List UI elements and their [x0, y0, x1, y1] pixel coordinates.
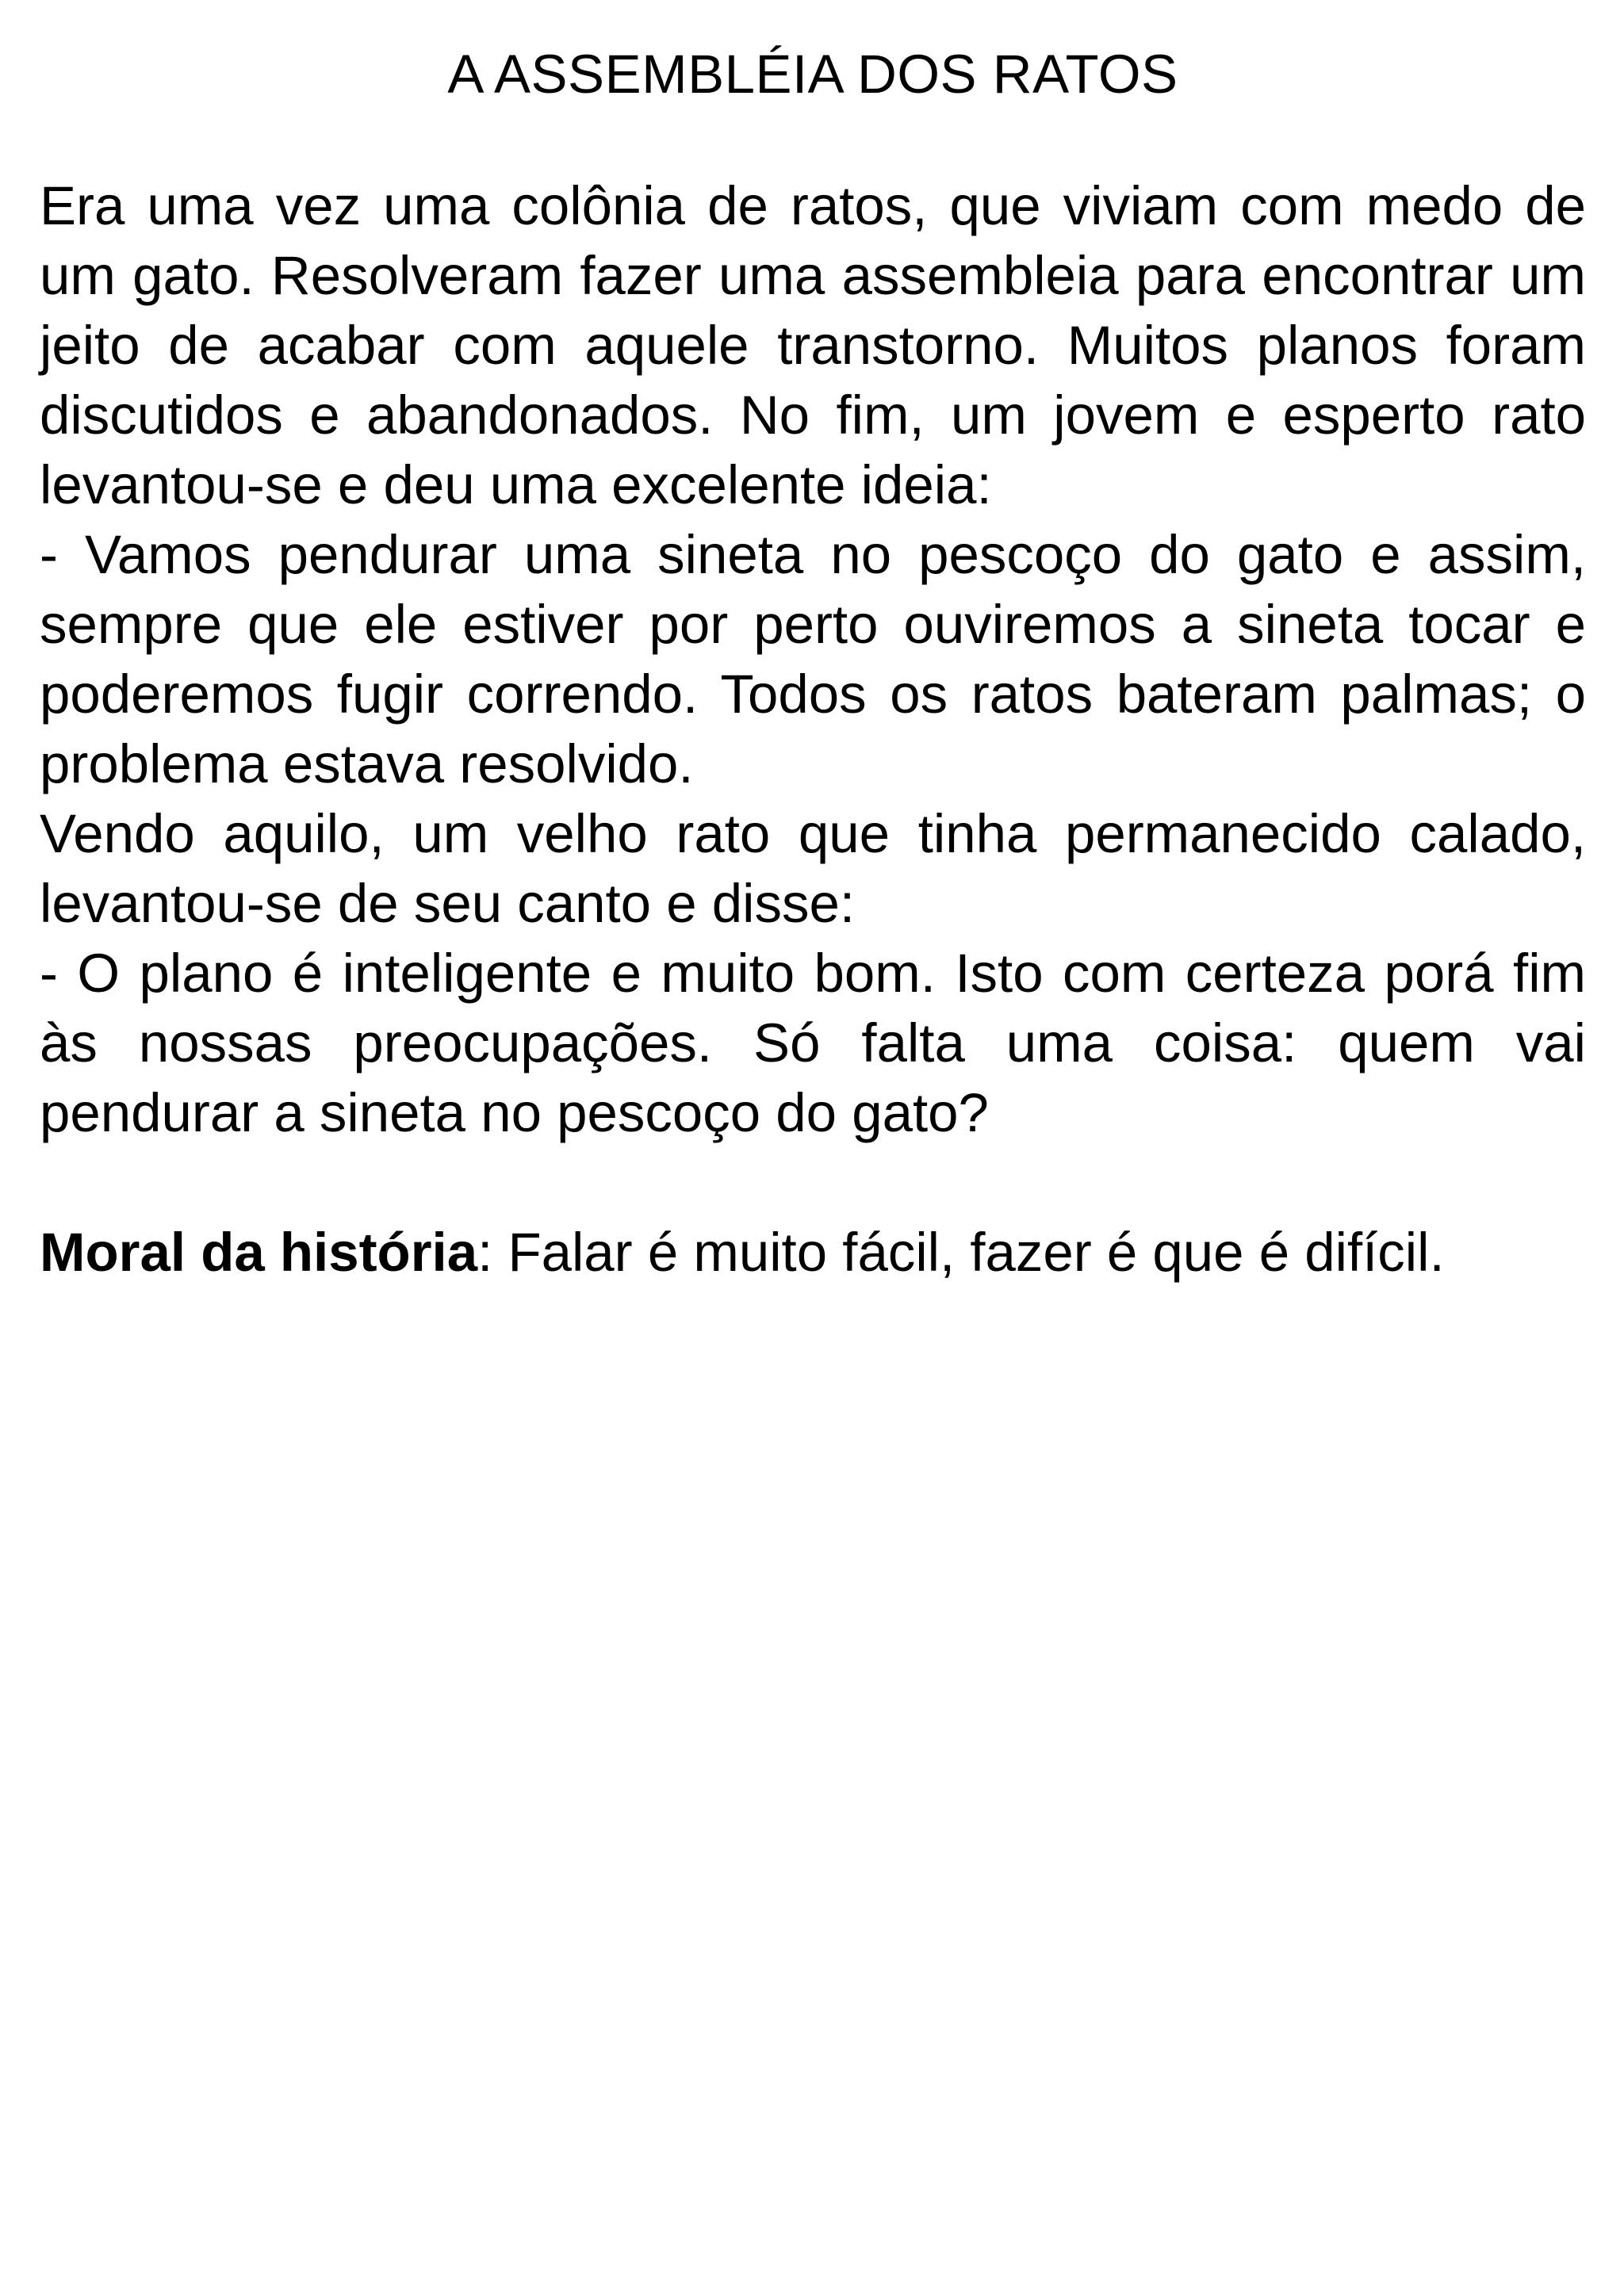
moral-text: Falar é muito fácil, fazer é que é difícil. — [492, 1222, 1445, 1283]
story-paragraph-4: - O plano é inteligente e muito bom. Isto com certeza porá fim às nossas preocupações. Só falta uma coisa: quem vai pendurar a sineta no pescoço do gato? — [40, 943, 1586, 1143]
story-paragraph-3: Vendo aquilo, um velho rato que tinha permanecido calado, levantou-se de seu canto e disse: — [40, 803, 1586, 934]
story-paragraph-1: Era uma vez uma colônia de ratos, que viviam com medo de um gato. Resolveram fazer uma assembleia para encontrar um jeito de acabar com aquele transtorno. Muitos planos foram discutidos e abandonados. No fim, um jovem e esperto rato levantou-se e deu uma excelente ideia: — [40, 175, 1586, 515]
story-paragraph-2: - Vamos pendurar uma sineta no pescoço do gato e assim, sempre que ele estiver por perto ouviremos a sineta tocar e poderemos fugir correndo. Todos os ratos bateram palmas; o problema estava resolvido. — [40, 524, 1586, 794]
story-body — [40, 171, 1586, 1148]
story-moral — [40, 1218, 1586, 1288]
moral-separator: : — [477, 1222, 493, 1283]
moral-label: Moral da história — [40, 1222, 478, 1283]
document-page — [40, 40, 1586, 1288]
story-title: A ASSEMBLÉIA DOS RATOS — [447, 44, 1178, 105]
